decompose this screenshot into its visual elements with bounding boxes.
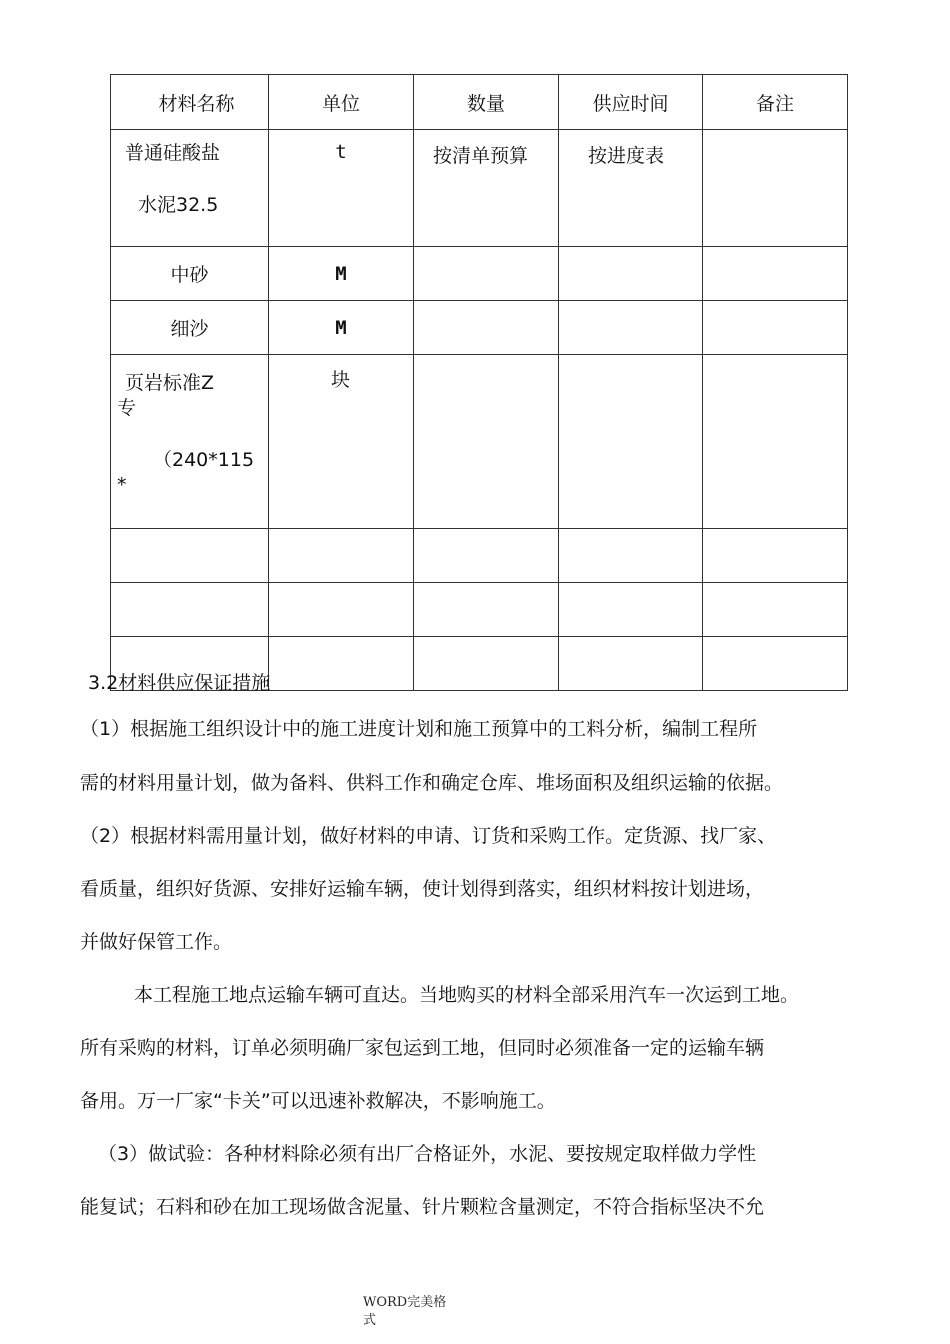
empty-cell — [414, 583, 559, 637]
header-remarks: 备注 — [703, 75, 848, 130]
cell-supply-time — [559, 247, 703, 301]
empty-cell — [559, 583, 703, 637]
cell-supply-time — [559, 301, 703, 355]
empty-cell — [703, 637, 848, 691]
empty-cell — [111, 529, 269, 583]
table-row — [111, 247, 848, 301]
section-heading: 3.2材料供应保证措施 — [88, 672, 271, 694]
material-name-line: 普通硅酸盐 — [125, 142, 221, 164]
footer-line: WORD完美格 — [363, 1295, 447, 1310]
cell-supply-time — [559, 355, 703, 529]
empty-cell — [703, 583, 848, 637]
paragraph-line: 能复试；石料和砂在加工现场做含泥量、针片颗粒含量测定，不符合指标坚决不允 — [80, 1196, 765, 1218]
material-name-line: （240*115 — [153, 449, 255, 471]
paragraph-line: 并做好保管工作。 — [80, 931, 233, 953]
paragraph-line: （3）做试验：各种材料除必须有出厂合格证外，水泥、要按规定取样做力学性 — [98, 1143, 757, 1165]
material-name-line: 页岩标准Z — [125, 372, 215, 394]
cell-unit: t — [269, 130, 414, 247]
cell-remarks — [703, 355, 848, 529]
cell-material-name — [111, 355, 269, 529]
empty-cell — [269, 637, 414, 691]
table-row — [111, 529, 848, 583]
cell-supply-time: 按进度表 — [559, 130, 703, 247]
header-unit: 单位 — [269, 75, 414, 130]
paragraph-line: 所有采购的材料，订单必须明确厂家包运到工地，但同时必须准备一定的运输车辆 — [80, 1037, 765, 1059]
header-material-name: 材料名称 — [111, 75, 269, 130]
material-name-line: 水泥32.5 — [138, 194, 219, 216]
cell-unit: M — [269, 247, 414, 301]
cell-quantity — [414, 247, 559, 301]
cell-quantity — [414, 301, 559, 355]
empty-cell — [414, 529, 559, 583]
empty-cell — [111, 583, 269, 637]
material-name-line: * — [117, 474, 127, 496]
empty-cell — [703, 529, 848, 583]
materials-table — [110, 74, 848, 691]
cell-unit: 块 — [269, 355, 414, 529]
header-supply-time: 供应时间 — [559, 75, 703, 130]
table-row — [111, 583, 848, 637]
paragraph-line: 看质量，组织好货源、安排好运输车辆，使计划得到落实，组织材料按计划进场， — [80, 878, 765, 900]
empty-cell — [414, 637, 559, 691]
page-footer — [363, 1294, 463, 1330]
cell-material-name — [111, 130, 269, 247]
cell-remarks — [703, 301, 848, 355]
header-quantity: 数量 — [414, 75, 559, 130]
cell-unit: M — [269, 301, 414, 355]
cell-material-name: 中砂 — [111, 247, 269, 301]
cell-remarks — [703, 130, 848, 247]
empty-cell — [269, 583, 414, 637]
paragraph-line: 本工程施工地点运输车辆可直达。当地购买的材料全部采用汽车一次运到工地。 — [134, 984, 800, 1006]
material-name-line: 专 — [117, 397, 137, 419]
paragraph-line: （2）根据材料需用量计划，做好材料的申请、订货和采购工作。定货源、找厂家、 — [80, 825, 777, 847]
empty-cell — [269, 529, 414, 583]
table-row — [111, 355, 848, 529]
footer-line: 式 — [363, 1313, 377, 1328]
cell-remarks — [703, 247, 848, 301]
empty-cell — [559, 529, 703, 583]
paragraph-line: （1）根据施工组织设计中的施工进度计划和施工预算中的工料分析，编制工程所 — [80, 718, 758, 740]
cell-quantity: 按清单预算 — [414, 130, 559, 247]
paragraph-line: 备用。万一厂家“卡关”可以迅速补救解决，不影响施工。 — [80, 1090, 556, 1112]
empty-cell — [559, 637, 703, 691]
table-row — [111, 301, 848, 355]
table-row — [111, 130, 848, 247]
paragraph-line: 需的材料用量计划，做为备料、供料工作和确定仓库、堆场面积及组织运输的依据。 — [80, 772, 784, 794]
table-header-row — [111, 75, 848, 130]
cell-material-name: 细沙 — [111, 301, 269, 355]
cell-quantity — [414, 355, 559, 529]
